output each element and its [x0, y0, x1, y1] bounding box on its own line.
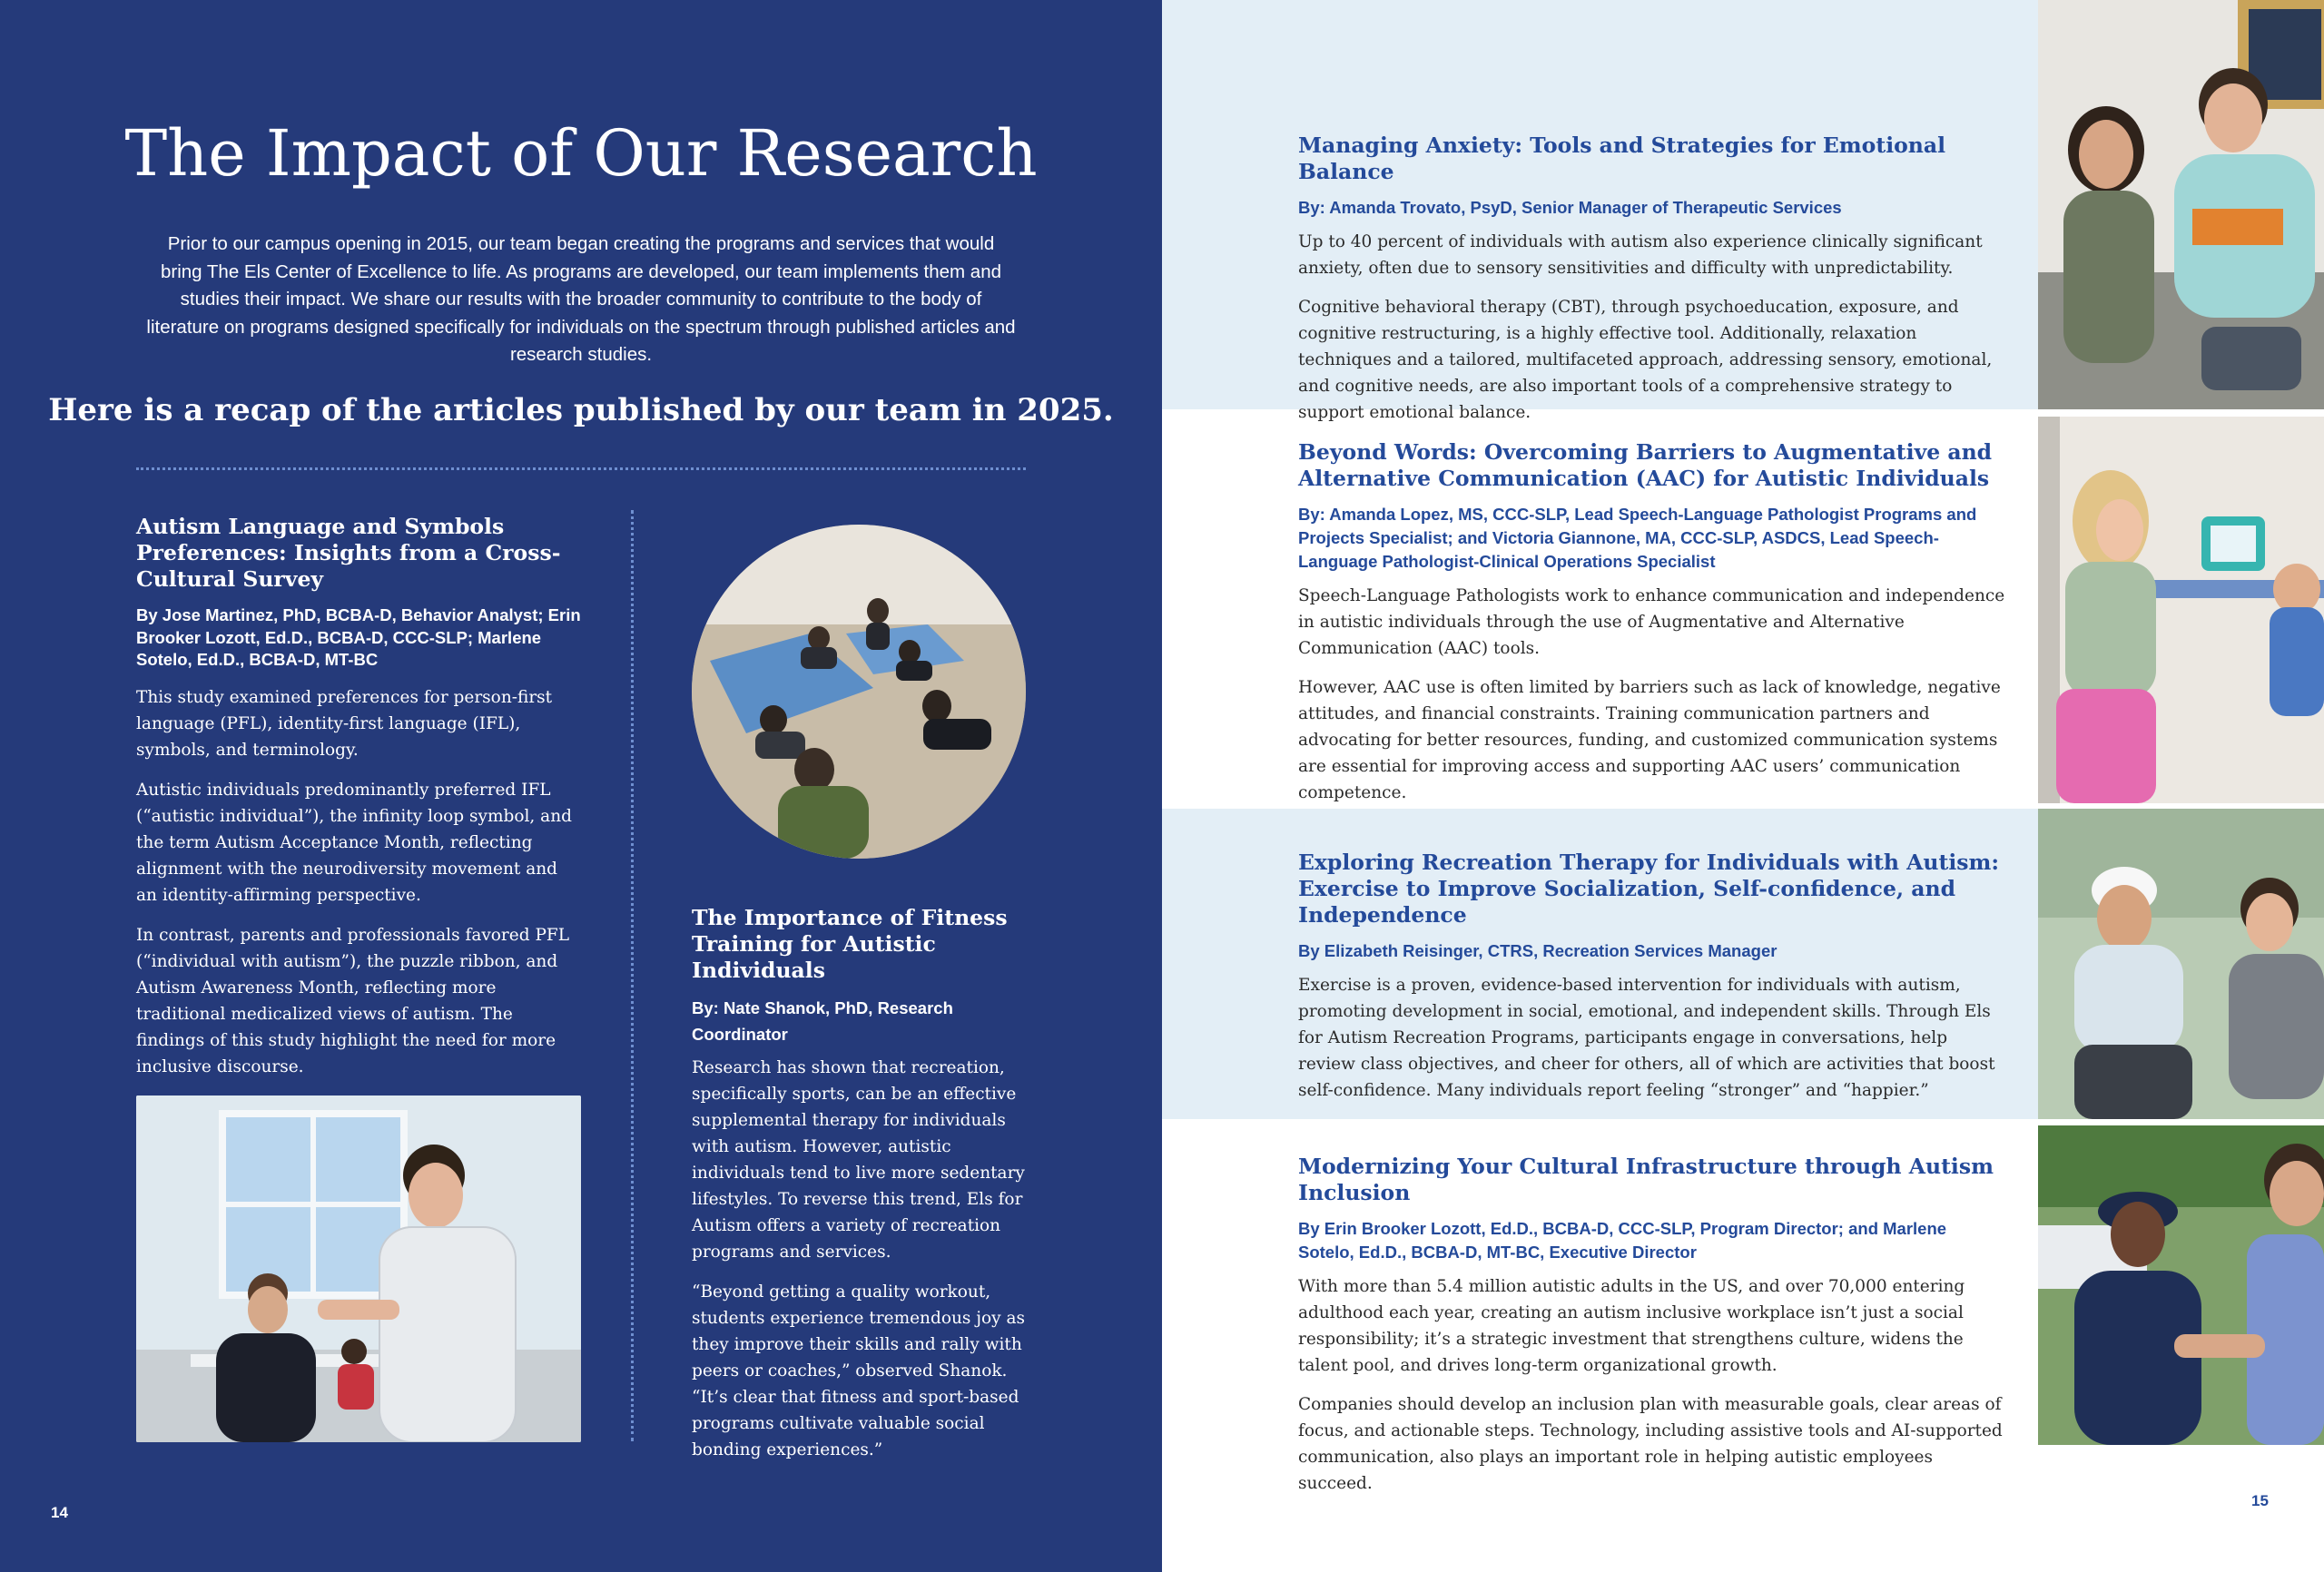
- page-number-right: 15: [2251, 1492, 2269, 1509]
- photo-workplace-inclusion: [2038, 1125, 2324, 1445]
- article-paragraph: However, AAC use is often limited by barriers such as lack of knowledge, negative attitudes, and financial constraints. Training communication partners and advocating for better resources, funding, and customized communication systems are essential for improving access and supporting AAC users’ communication competence.: [1298, 678, 2001, 802]
- article-paragraph: Exercise is a proven, evidence-based intervention for individuals with autism, promoting development in social, emotional, and independent skills. Through Els for Autism Recreation Programs, participants engage in conversations, help review class objectives, and cheer for others, all of which are activities that boost self-confidence. Many individuals report feeling “stronger” and “happier.”: [1298, 976, 1995, 1100]
- photo-therapist-and-student: [136, 1095, 581, 1442]
- photo-anxiety-session: [2038, 0, 2324, 409]
- article-recreation-therapy: [1298, 850, 2006, 1116]
- photo-illustration: [692, 525, 1026, 859]
- article-paragraph: With more than 5.4 million autistic adults in the US, and over 70,000 entering adulthood each year, creating an autism inclusive workplace isn’t just a social responsibility; it’s a strategic investment that strengthens culture, widens the talent pool, and drives long-term organizational growth.: [1298, 1277, 1965, 1375]
- page-title: The Impact of Our Research: [124, 116, 1038, 191]
- photo-fitness-class: [692, 525, 1026, 859]
- photo-illustration: [2038, 809, 2324, 1119]
- article-fitness-training: [692, 905, 1037, 1477]
- article-paragraph: Speech-Language Pathologists work to enhance communication and independence in autistic individuals through the use of Augmentative and Alternative Communication (AAC) tools.: [1298, 586, 2005, 658]
- article-title: Modernizing Your Cultural Infrastructure through Autism Inclusion: [1298, 1154, 1994, 1205]
- article-paragraph: This study examined preferences for person-first language (PFL), identity-first language (IFL), symbols, and terminology.: [136, 687, 553, 760]
- photo-aac-session: [2038, 417, 2324, 803]
- article-title: The Importance of Fitness Training for Autistic Individuals: [692, 905, 1008, 983]
- dotted-divider-horizontal: [136, 467, 1026, 470]
- article-title: Exploring Recreation Therapy for Individuals with Autism: Exercise to Improve Socialization, Self-confidence, and Independence: [1298, 850, 2000, 928]
- article-beyond-words-aac: [1298, 439, 2006, 819]
- article-byline: By: Nate Shanok, PhD, Research Coordinator: [692, 998, 953, 1044]
- article-paragraph: Companies should develop an inclusion plan with measurable goals, clear areas of focus, and actionable steps. Technology, including assistive tools and AI-supported communication, also plays an important role in helping autistic employees succeed.: [1298, 1395, 2003, 1493]
- article-title: Managing Anxiety: Tools and Strategies for Emotional Balance: [1298, 133, 1946, 184]
- article-paragraph: “Beyond getting a quality workout, students experience tremendous joy as they improve their skills and rally with peers or coaches,” observed Shanok. “It’s clear that fitness and sport-based programs cultivate valuable social bonding experiences.”: [692, 1282, 1025, 1459]
- article-paragraph: Autistic individuals predominantly preferred IFL (“autistic individual”), the infinity loop symbol, and the term Autism Acceptance Month, reflecting alignment with the neurodiversity movement and an identity-affirming perspective.: [136, 780, 572, 905]
- article-paragraph: Research has shown that recreation, specifically sports, can be an effective supplemental therapy for individuals with autism. However, autistic individuals tend to live more sedentary lifestyles. To reverse this trend, Els for Autism offers a variety of recreation programs and services.: [692, 1058, 1025, 1262]
- article-cultural-infrastructure: [1298, 1154, 2006, 1509]
- intro-paragraph: Prior to our campus opening in 2015, our team began creating the programs and services that would bring The Els Center of Excellence to life. As programs are developed, our team implements them and studies their impact. We share our results with the broader community to contribute to the body of literature on programs designed specifically for individuals on the spectrum through published articles and research studies.: [146, 233, 1016, 365]
- article-paragraph: Cognitive behavioral therapy (CBT), through psychoeducation, exposure, and cognitive restructuring, is a highly effective tool. Additionally, relaxation techniques and a tailored, multifaceted approach, addressing sensory, emotional, and cognitive needs, are also important tools of a comprehensive strategy to support emotional balance.: [1298, 298, 1993, 422]
- photo-recreation-therapy: [2038, 809, 2324, 1119]
- article-language-symbols: [136, 514, 581, 1094]
- article-managing-anxiety: [1298, 133, 2006, 438]
- photo-illustration: [2038, 417, 2324, 803]
- article-byline: By Jose Martinez, PhD, BCBA-D, Behavior Analyst; Erin Brooker Lozott, Ed.D., BCBA-D, CCC-SLP; Marlene Sotelo, Ed.D., BCBA-D, MT-BC: [136, 605, 581, 669]
- article-paragraph: Up to 40 percent of individuals with autism also experience clinically significant anxiety, often due to sensory sensitivities and difficulty with unpredictability.: [1298, 232, 1983, 278]
- dotted-divider-vertical: [631, 510, 634, 1441]
- article-byline: By: Amanda Trovato, PsyD, Senior Manager of Therapeutic Services: [1298, 198, 1842, 217]
- photo-illustration: [2038, 0, 2324, 409]
- article-title: Beyond Words: Overcoming Barriers to Augmentative and Alternative Communication (AAC) for Autistic Individuals: [1298, 439, 1993, 491]
- article-byline: By Elizabeth Reisinger, CTRS, Recreation Services Manager: [1298, 941, 1777, 960]
- photo-illustration: [2038, 1125, 2324, 1445]
- recap-heading: Here is a recap of the articles published by our team in 2025.: [48, 392, 1114, 428]
- photo-illustration: [136, 1095, 581, 1442]
- article-title: Autism Language and Symbols Preferences: Insights from a Cross-Cultural Survey: [136, 514, 561, 592]
- article-byline: By: Amanda Lopez, MS, CCC-SLP, Lead Speech-Language Pathologist Programs and Projects Specialist; and Victoria Giannone, MA, CCC-SLP, ASDCS, Lead Speech-Language Pathologist-Clinical Operations Specialist: [1298, 505, 1977, 571]
- article-byline: By Erin Brooker Lozott, Ed.D., BCBA-D, CCC-SLP, Program Director; and Marlene Sotelo, Ed.D., BCBA-D, MT-BC, Executive Director: [1298, 1219, 1947, 1262]
- article-paragraph: In contrast, parents and professionals favored PFL (“individual with autism”), the puzzle ribbon, and Autism Awareness Month, reflecting more traditional medicalized views of autism. The findings of this study highlight the need for more inclusive discourse.: [136, 925, 570, 1076]
- page-number-left: 14: [51, 1504, 68, 1521]
